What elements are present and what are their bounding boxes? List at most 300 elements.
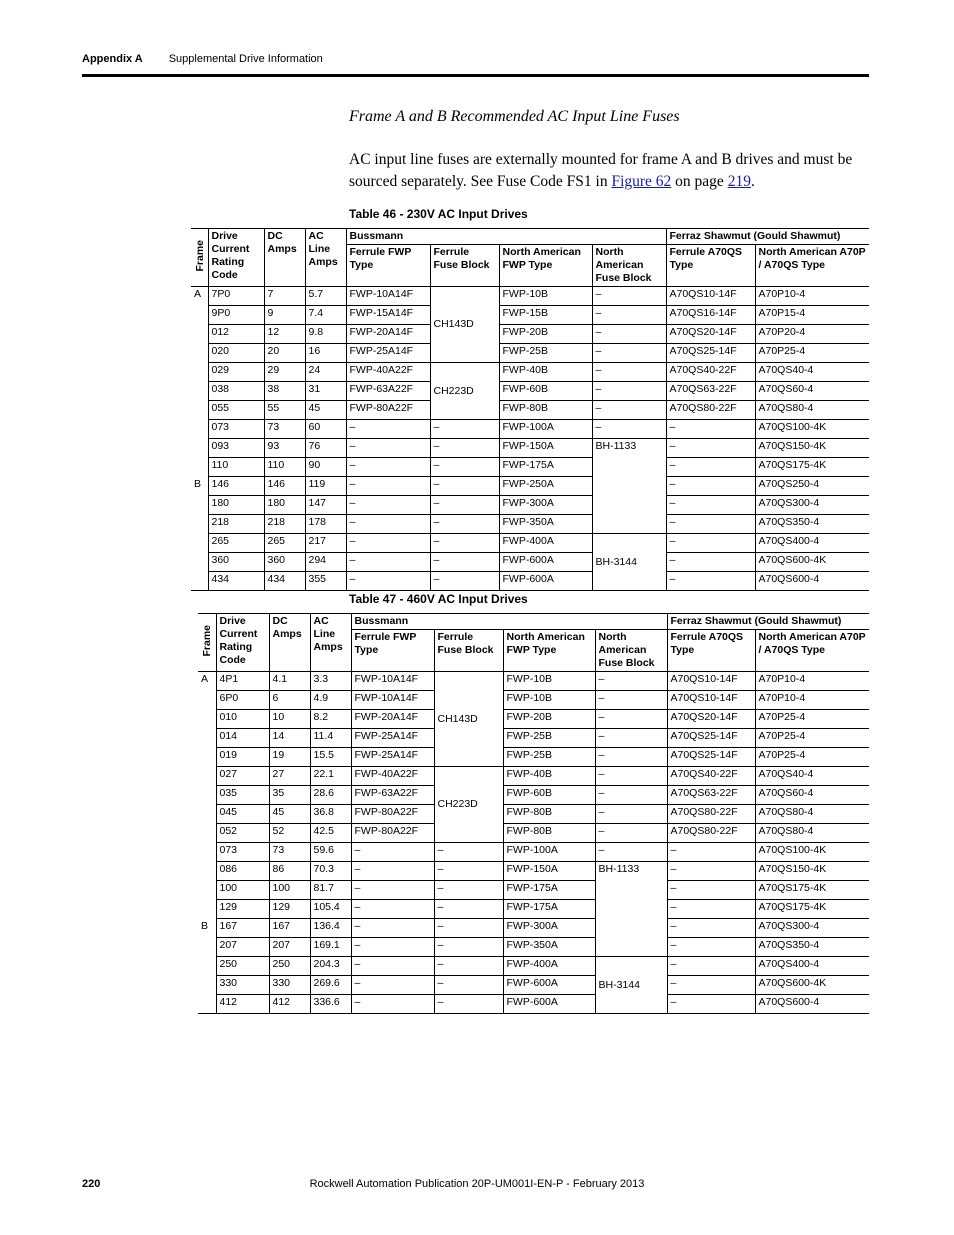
ac-amps-cell: 24	[305, 363, 346, 382]
ac-amps-cell: 90	[305, 458, 346, 477]
ac-amps-cell: 4.9	[310, 691, 351, 710]
na-fuse-block-cell: –	[595, 824, 667, 843]
table-row	[198, 995, 869, 1014]
a70qs-cell: –	[667, 957, 755, 976]
rating-cell: 6P0	[216, 691, 269, 710]
ferraz-header: Ferraz Shawmut (Gould Shawmut)	[666, 229, 869, 245]
na-fwp-cell: FWP-600A	[499, 553, 592, 572]
table-row	[198, 881, 869, 900]
rating-cell: 434	[208, 572, 264, 591]
a70qs-cell: A70QS80-22F	[667, 805, 755, 824]
na-fuse-block-cell: –	[595, 748, 667, 767]
na-fuse-block-cell: –	[592, 325, 666, 344]
table-47-caption: Table 47 - 460V AC Input Drives	[349, 592, 528, 606]
na-fwp-cell: FWP-20B	[499, 325, 592, 344]
figure-62-link[interactable]: Figure 62	[611, 173, 672, 190]
na-fwp-cell: FWP-600A	[499, 572, 592, 591]
table-row	[191, 363, 869, 382]
na-a70p-cell: A70QS400-4	[755, 957, 869, 976]
a70qs-cell: –	[666, 534, 755, 553]
frame-header: Frame	[191, 229, 208, 287]
table-row	[198, 862, 869, 881]
frame-cell	[191, 458, 208, 477]
header-section: Appendix A	[82, 53, 143, 65]
na-fwp-cell: FWP-25B	[503, 748, 595, 767]
frame-cell	[198, 710, 216, 729]
fuse-block-cell: –	[434, 900, 503, 919]
a70qs-cell: A70QS80-22F	[666, 401, 755, 420]
na-a70p-cell: A70QS350-4	[755, 938, 869, 957]
na-a70p-cell: A70P10-4	[755, 672, 869, 691]
rating-cell: 218	[208, 515, 264, 534]
fuse-block-cell: –	[430, 477, 499, 496]
fwp-type-cell: FWP-10A14F	[351, 691, 434, 710]
ac-amps-cell: 16	[305, 344, 346, 363]
dc-amps-cell: 360	[264, 553, 305, 572]
na-fuse-block-header: North American Fuse Block	[595, 630, 667, 672]
na-fwp-cell: FWP-60B	[503, 786, 595, 805]
dc-amps-cell: 52	[269, 824, 310, 843]
na-fuse-block-cell: –	[592, 306, 666, 325]
na-fuse-block-cell: BH-1133	[595, 862, 667, 957]
paragraph-text-2: on page	[671, 173, 728, 190]
frame-cell	[191, 344, 208, 363]
dc-amps-cell: 9	[264, 306, 305, 325]
na-a70p-cell: A70QS175-4K	[755, 458, 869, 477]
fwp-type-cell: –	[346, 496, 430, 515]
paragraph-text-1: AC input line fuses are externally mounted for frame A and B drives and must be sourced separately. See Fuse Code FS1 in	[349, 151, 853, 190]
na-fwp-header: North American FWP Type	[499, 245, 592, 287]
frame-cell	[198, 824, 216, 843]
na-fuse-block-cell: BH-3144	[595, 957, 667, 1014]
fwp-type-cell: FWP-10A14F	[346, 287, 430, 306]
ac-amps-cell: 204.3	[310, 957, 351, 976]
dc-amps-header: DC Amps	[269, 614, 310, 672]
rating-cell: 010	[216, 710, 269, 729]
table-row	[198, 805, 869, 824]
table-46	[191, 228, 869, 591]
fwp-type-cell: –	[351, 995, 434, 1014]
ac-amps-cell: 336.6	[310, 995, 351, 1014]
rating-cell: 073	[216, 843, 269, 862]
frame-cell	[198, 748, 216, 767]
fuse-block-cell: –	[434, 976, 503, 995]
fwp-type-cell: –	[351, 881, 434, 900]
fwp-type-cell: FWP-10A14F	[351, 672, 434, 691]
fuse-block-cell: –	[430, 534, 499, 553]
a70qs-cell: A70QS63-22F	[667, 786, 755, 805]
fwp-type-cell: FWP-40A22F	[351, 767, 434, 786]
ac-amps-cell: 22.1	[310, 767, 351, 786]
a70qs-cell: –	[666, 477, 755, 496]
a70qs-cell: A70QS20-14F	[667, 710, 755, 729]
a70qs-cell: A70QS80-22F	[667, 824, 755, 843]
ac-amps-cell: 7.4	[305, 306, 346, 325]
a70qs-header: Ferrule A70QS Type	[667, 630, 755, 672]
table-row	[191, 382, 869, 401]
fwp-type-cell: –	[346, 534, 430, 553]
na-fuse-block-cell: –	[592, 420, 666, 439]
dc-amps-cell: 6	[269, 691, 310, 710]
table-row	[198, 729, 869, 748]
na-fwp-cell: FWP-600A	[503, 995, 595, 1014]
fwp-type-cell: FWP-20A14F	[346, 325, 430, 344]
na-fwp-cell: FWP-300A	[503, 919, 595, 938]
table-row	[191, 553, 869, 572]
na-fwp-cell: FWP-80B	[503, 805, 595, 824]
a70qs-cell: –	[666, 553, 755, 572]
na-fuse-block-cell: –	[595, 710, 667, 729]
table-row	[198, 919, 869, 938]
fwp-type-cell: –	[346, 553, 430, 572]
na-a70p-cell: A70QS600-4K	[755, 553, 869, 572]
table-row	[198, 957, 869, 976]
section-title: Frame A and B Recommended AC Input Line Fuses	[349, 108, 680, 125]
rating-cell: 019	[216, 748, 269, 767]
ac-amps-cell: 59.6	[310, 843, 351, 862]
na-fwp-cell: FWP-20B	[503, 710, 595, 729]
table-row	[191, 401, 869, 420]
frame-cell	[198, 976, 216, 995]
ac-amps-header: AC Line Amps	[310, 614, 351, 672]
rating-cell: 012	[208, 325, 264, 344]
na-a70p-cell: A70QS60-4	[755, 382, 869, 401]
table-46-caption: Table 46 - 230V AC Input Drives	[349, 207, 528, 221]
na-fwp-cell: FWP-150A	[503, 862, 595, 881]
a70qs-cell: –	[667, 995, 755, 1014]
na-a70p-cell: A70QS80-4	[755, 824, 869, 843]
dc-amps-cell: 330	[269, 976, 310, 995]
a70qs-cell: A70QS10-14F	[667, 672, 755, 691]
na-a70p-cell: A70QS350-4	[755, 515, 869, 534]
na-fwp-cell: FWP-175A	[499, 458, 592, 477]
a70qs-cell: –	[667, 919, 755, 938]
fwp-type-cell: –	[346, 515, 430, 534]
na-fuse-block-cell: BH-3144	[592, 534, 666, 591]
rating-header: Drive Current Rating Code	[216, 614, 269, 672]
na-fuse-block-header: North American Fuse Block	[592, 245, 666, 287]
na-fuse-block-cell: –	[592, 382, 666, 401]
na-fuse-block-cell: BH-1133	[592, 439, 666, 534]
fwp-type-cell: –	[346, 420, 430, 439]
dc-amps-cell: 250	[269, 957, 310, 976]
na-fuse-block-cell: –	[595, 691, 667, 710]
na-fwp-header: North American FWP Type	[503, 630, 595, 672]
fuse-block-cell: CH223D	[430, 363, 499, 420]
ac-amps-cell: 105.4	[310, 900, 351, 919]
bussmann-header: Bussmann	[351, 614, 667, 630]
na-fwp-cell: FWP-250A	[499, 477, 592, 496]
frame-cell	[198, 900, 216, 919]
frame-cell	[191, 439, 208, 458]
ac-amps-cell: 294	[305, 553, 346, 572]
dc-amps-cell: 86	[269, 862, 310, 881]
a70qs-cell: –	[666, 458, 755, 477]
table-row	[191, 420, 869, 439]
frame-cell	[198, 995, 216, 1014]
na-fwp-cell: FWP-15B	[499, 306, 592, 325]
dc-amps-cell: 434	[264, 572, 305, 591]
na-a70p-cell: A70QS40-4	[755, 767, 869, 786]
rating-cell: 4P1	[216, 672, 269, 691]
table-row	[191, 496, 869, 515]
na-a70p-cell: A70QS175-4K	[755, 881, 869, 900]
frame-cell	[198, 691, 216, 710]
dc-amps-cell: 146	[264, 477, 305, 496]
fwp-type-cell: –	[346, 477, 430, 496]
fwp-type-cell: –	[351, 900, 434, 919]
na-a70p-cell: A70P25-4	[755, 729, 869, 748]
a70qs-cell: A70QS40-22F	[667, 767, 755, 786]
na-a70p-cell: A70QS600-4	[755, 995, 869, 1014]
table-row	[191, 572, 869, 591]
fwp-type-cell: FWP-63A22F	[346, 382, 430, 401]
ac-amps-cell: 8.2	[310, 710, 351, 729]
dc-amps-cell: 167	[269, 919, 310, 938]
ac-amps-cell: 42.5	[310, 824, 351, 843]
rating-cell: 100	[216, 881, 269, 900]
frame-cell	[191, 496, 208, 515]
ac-amps-cell: 15.5	[310, 748, 351, 767]
table-row	[191, 534, 869, 553]
table-row	[198, 976, 869, 995]
a70qs-cell: A70QS10-14F	[667, 691, 755, 710]
rating-cell: 052	[216, 824, 269, 843]
fuse-block-cell: –	[434, 938, 503, 957]
frame-cell	[198, 862, 216, 881]
dc-amps-cell: 10	[269, 710, 310, 729]
dc-amps-cell: 180	[264, 496, 305, 515]
na-a70p-cell: A70QS80-4	[755, 805, 869, 824]
dc-amps-cell: 20	[264, 344, 305, 363]
fwp-type-cell: FWP-25A14F	[351, 748, 434, 767]
fwp-type-cell: FWP-40A22F	[346, 363, 430, 382]
table-row	[191, 344, 869, 363]
a70qs-cell: –	[666, 420, 755, 439]
na-a70p-header: North American A70P / A70QS Type	[755, 630, 869, 672]
frame-cell	[191, 306, 208, 325]
dc-amps-cell: 38	[264, 382, 305, 401]
fuse-block-cell: –	[430, 572, 499, 591]
paragraph-text-3: .	[750, 173, 755, 190]
ac-amps-cell: 9.8	[305, 325, 346, 344]
ac-amps-cell: 269.6	[310, 976, 351, 995]
rating-cell: 045	[216, 805, 269, 824]
rating-cell: 7P0	[208, 287, 264, 306]
rating-cell: 035	[216, 786, 269, 805]
a70qs-cell: A70QS20-14F	[666, 325, 755, 344]
publication-footer: Rockwell Automation Publication 20P-UM001I-EN-P - February 2013	[309, 1178, 645, 1190]
na-fwp-cell: FWP-100A	[499, 420, 592, 439]
na-fuse-block-cell: –	[592, 363, 666, 382]
a70qs-cell: –	[667, 862, 755, 881]
na-a70p-header: North American A70P / A70QS Type	[755, 245, 869, 287]
rating-cell: 250	[216, 957, 269, 976]
ac-amps-cell: 3.3	[310, 672, 351, 691]
na-fwp-cell: FWP-25B	[503, 729, 595, 748]
rating-cell: 412	[216, 995, 269, 1014]
table-row	[198, 748, 869, 767]
dc-amps-cell: 19	[269, 748, 310, 767]
dc-amps-cell: 35	[269, 786, 310, 805]
fwp-type-cell: –	[351, 843, 434, 862]
na-fwp-cell: FWP-100A	[503, 843, 595, 862]
table-row	[191, 477, 869, 496]
fuse-block-cell: –	[434, 957, 503, 976]
frame-cell	[191, 325, 208, 344]
frame-cell: A	[201, 673, 209, 685]
fuse-block-cell: –	[434, 862, 503, 881]
na-fwp-cell: FWP-350A	[503, 938, 595, 957]
ac-amps-cell: 147	[305, 496, 346, 515]
na-fwp-cell: FWP-400A	[499, 534, 592, 553]
a70qs-cell: A70QS25-14F	[666, 344, 755, 363]
ferraz-header: Ferraz Shawmut (Gould Shawmut)	[667, 614, 869, 630]
rating-cell: 027	[216, 767, 269, 786]
fwp-type-cell: FWP-15A14F	[346, 306, 430, 325]
fuse-block-cell: –	[430, 420, 499, 439]
frame-cell	[191, 420, 208, 439]
dc-amps-cell: 14	[269, 729, 310, 748]
running-header	[82, 53, 323, 65]
table-row	[198, 710, 869, 729]
dc-amps-cell: 100	[269, 881, 310, 900]
fuse-block-cell: CH223D	[434, 767, 503, 843]
frame-cell	[191, 363, 208, 382]
rating-cell: 167	[216, 919, 269, 938]
dc-amps-cell: 29	[264, 363, 305, 382]
fuse-block-cell: –	[430, 515, 499, 534]
fuse-block-cell: –	[430, 496, 499, 515]
fwp-type-cell: FWP-20A14F	[351, 710, 434, 729]
fuse-block-cell: –	[434, 881, 503, 900]
na-fuse-block-cell: –	[595, 767, 667, 786]
frame-cell	[191, 382, 208, 401]
bussmann-header: Bussmann	[346, 229, 666, 245]
fwp-type-cell: –	[346, 458, 430, 477]
fwp-type-cell: FWP-25A14F	[351, 729, 434, 748]
fuse-block-cell: CH143D	[430, 287, 499, 363]
rating-cell: 146	[208, 477, 264, 496]
na-fwp-cell: FWP-10B	[503, 691, 595, 710]
table-47	[198, 613, 869, 1014]
dc-amps-cell: 73	[264, 420, 305, 439]
a70qs-header: Ferrule A70QS Type	[666, 245, 755, 287]
rating-cell: 9P0	[208, 306, 264, 325]
fwp-type-cell: –	[351, 862, 434, 881]
rating-cell: 055	[208, 401, 264, 420]
fwp-type-cell: FWP-25A14F	[346, 344, 430, 363]
table-row	[198, 767, 869, 786]
a70qs-cell: –	[667, 900, 755, 919]
na-a70p-cell: A70P25-4	[755, 748, 869, 767]
dc-amps-cell: 129	[269, 900, 310, 919]
ac-amps-cell: 11.4	[310, 729, 351, 748]
fuse-block-cell: –	[434, 843, 503, 862]
na-fwp-cell: FWP-60B	[499, 382, 592, 401]
rating-cell: 110	[208, 458, 264, 477]
na-fuse-block-cell: –	[592, 401, 666, 420]
na-fuse-block-cell: –	[592, 287, 666, 306]
ac-amps-cell: 45	[305, 401, 346, 420]
ac-amps-cell: 5.7	[305, 287, 346, 306]
fwp-type-cell: FWP-80A22F	[351, 824, 434, 843]
frame-cell	[191, 553, 208, 572]
na-fwp-cell: FWP-10B	[499, 287, 592, 306]
na-fwp-cell: FWP-600A	[503, 976, 595, 995]
fwp-type-cell: –	[351, 957, 434, 976]
rating-cell: 014	[216, 729, 269, 748]
fuse-block-cell: –	[430, 439, 499, 458]
na-a70p-cell: A70QS600-4K	[755, 976, 869, 995]
na-fuse-block-cell: –	[595, 843, 667, 862]
rating-cell: 129	[216, 900, 269, 919]
dc-amps-cell: 110	[264, 458, 305, 477]
table-row	[198, 786, 869, 805]
rating-cell: 038	[208, 382, 264, 401]
fwp-type-cell: –	[351, 976, 434, 995]
na-fwp-cell: FWP-25B	[499, 344, 592, 363]
a70qs-cell: A70QS25-14F	[667, 729, 755, 748]
table-row	[191, 287, 869, 306]
table-row	[191, 325, 869, 344]
frame-cell	[198, 729, 216, 748]
na-a70p-cell: A70QS175-4K	[755, 900, 869, 919]
rating-cell: 265	[208, 534, 264, 553]
fuse-block-cell: CH143D	[434, 672, 503, 767]
frame-cell	[191, 401, 208, 420]
na-a70p-cell: A70QS150-4K	[755, 862, 869, 881]
page-219-link[interactable]: 219	[727, 173, 751, 190]
fuse-block-cell: –	[434, 995, 503, 1014]
a70qs-cell: –	[667, 881, 755, 900]
dc-amps-cell: 45	[269, 805, 310, 824]
dc-amps-cell: 412	[269, 995, 310, 1014]
fwp-type-cell: –	[346, 572, 430, 591]
na-a70p-cell: A70QS300-4	[755, 496, 869, 515]
dc-amps-cell: 7	[264, 287, 305, 306]
a70qs-cell: –	[666, 439, 755, 458]
frame-cell	[198, 767, 216, 786]
table-row	[198, 824, 869, 843]
table-row	[198, 938, 869, 957]
dc-amps-cell: 4.1	[269, 672, 310, 691]
na-fuse-block-cell: –	[595, 729, 667, 748]
na-a70p-cell: A70QS400-4	[755, 534, 869, 553]
frame-cell	[198, 843, 216, 862]
dc-amps-header: DC Amps	[264, 229, 305, 287]
fuse-block-cell: –	[430, 458, 499, 477]
na-a70p-cell: A70QS100-4K	[755, 420, 869, 439]
rating-cell: 180	[208, 496, 264, 515]
table-row	[198, 843, 869, 862]
fuse-block-cell: –	[434, 919, 503, 938]
rating-cell: 360	[208, 553, 264, 572]
dc-amps-cell: 12	[264, 325, 305, 344]
ac-amps-cell: 119	[305, 477, 346, 496]
na-fwp-cell: FWP-150A	[499, 439, 592, 458]
frame-cell	[191, 572, 208, 591]
table-row	[191, 306, 869, 325]
ac-amps-cell: 178	[305, 515, 346, 534]
table-row	[191, 515, 869, 534]
frame-cell	[198, 881, 216, 900]
na-a70p-cell: A70P10-4	[755, 691, 869, 710]
na-a70p-cell: A70QS100-4K	[755, 843, 869, 862]
na-fwp-cell: FWP-80B	[503, 824, 595, 843]
na-fuse-block-cell: –	[595, 805, 667, 824]
na-a70p-cell: A70QS40-4	[755, 363, 869, 382]
